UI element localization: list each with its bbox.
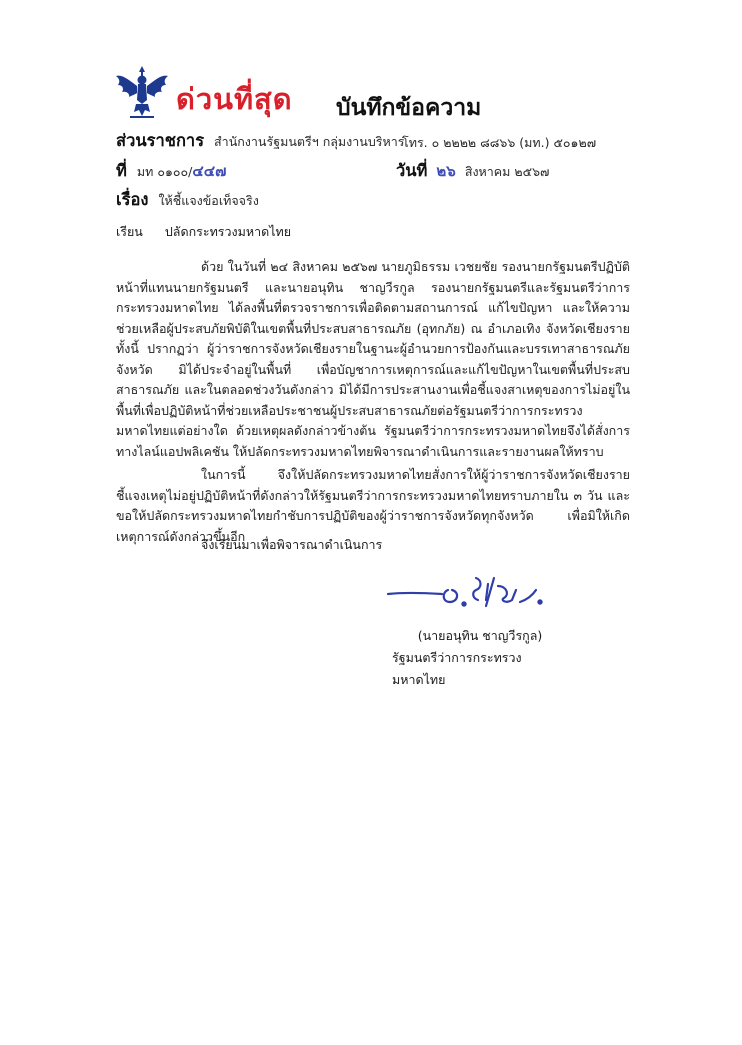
phone-number: โทร. ๐ ๒๒๒๒ ๘๘๖๖ (มท.) ๕๐๑๒๗	[402, 135, 597, 150]
agency-row	[116, 128, 404, 154]
signer-name: (นายอนุทิน ชาญวีรกูล)	[417, 628, 543, 643]
signer-title: รัฐมนตรีว่าการกระทรวงมหาดไทย	[392, 650, 522, 687]
salutation-label: เรียน	[116, 224, 143, 239]
date-month-year: สิงหาคม ๒๕๖๗	[464, 164, 550, 179]
reference-prefix: มท ๐๑๐๐/	[136, 164, 193, 179]
date-label: วันที่	[396, 161, 428, 180]
garuda-emblem	[114, 64, 170, 120]
date-day: ๒๖	[436, 162, 456, 180]
closing-line: จึงเรียนมาเพื่อพิจารณาดำเนินการ	[201, 537, 383, 552]
subject-label: เรื่อง	[116, 190, 149, 209]
body-paragraph-2: ในการนี้ จึงให้ปลัดกระทรวงมหาดไทยสั่งการให้ผู้ว่าราชการจังหวัดเชียงรายชี้แจงเหตุไม่อยู่ปฏิบัติหน้าที่ดังกล่าวให้รัฐมนตรีว่าการกระทรวงมหาดไทยทราบภายใน ๓ วัน และขอให้ปลัดกระทรวงมหาดไทยกำชับการปฏิบัติของผู้ว่าราชการจังหวัดทุกจังหวัด เพื่อมิให้เกิดเหตุการณ์ดังกล่าวขึ้นอีก	[116, 467, 630, 544]
urgent-label: ด่วนที่สุด	[176, 82, 293, 116]
handwritten-signature	[386, 572, 558, 616]
subject-value: ให้ชี้แจงข้อเท็จจริง	[158, 193, 259, 208]
signer-block	[392, 625, 568, 691]
agency-value: สำนักงานรัฐมนตรีฯ กลุ่มงานบริหาร	[214, 134, 405, 149]
salutation-recipient: ปลัดกระทรวงมหาดไทย	[164, 224, 292, 239]
agency-label: ส่วนราชการ	[116, 131, 205, 150]
reference-number: ๔๔๗	[192, 162, 227, 180]
memo-title: บันทึกข้อความ	[336, 95, 482, 121]
reference-row	[116, 158, 226, 184]
body-paragraph-1: ด้วย ในวันที่ ๒๔ สิงหาคม ๒๕๖๗ นายภูมิธรรม เวชยชัย รองนายกรัฐมนตรีปฏิบัติหน้าที่แทนนายกรัฐมนตรี และนายอนุทิน ชาญวีรกูล รองนายกรัฐมนตรีและรัฐมนตรีว่าการกระทรวงมหาดไทย ได้ลงพื้นที่ตรวจราชการเพื่อติดตามสถานการณ์ แก้ไขปัญหา และให้ความช่วยเหลือผู้ประสบภัยพิบัติในเขตพื้นที่ประสบสาธารณภัย (อุทกภัย) ณ อำเภอเทิง จังหวัดเชียงราย ทั้งนี้ ปรากฏว่า ผู้ว่าราชการจังหวัดเชียงรายในฐานะผู้อำนวยการป้องกันและบรรเทาสาธารณภัยจังหวัด มิได้ประจำอยู่ในพื้นที่ เพื่อบัญชาการเหตุการณ์และแก้ไขปัญหาในเขตพื้นที่ประสบสาธารณภัย และในตลอดช่วงวันดังกล่าว มิได้มีการประสานงานเพื่อชี้แจงสาเหตุของการไม่อยู่ในพื้นที่เพื่อปฏิบัติหน้าที่ช่วยเหลือประชาชนผู้ประสบสาธารณภัยต่อรัฐมนตรีว่าการกระทรวงมหาดไทยแต่อย่างใด ด้วยเหตุผลดังกล่าวข้างต้น รัฐมนตรีว่าการกระทรวงมหาดไทยจึงได้สั่งการทางไลน์แอปพลิเคชัน ให้ปลัดกระทรวงมหาดไทยพิจารณาดำเนินการและรายงานผลให้ทราบ	[116, 259, 630, 459]
salutation	[116, 222, 291, 242]
subject-row	[116, 187, 259, 213]
date-row	[396, 158, 549, 184]
reference-label: ที่	[116, 161, 127, 180]
